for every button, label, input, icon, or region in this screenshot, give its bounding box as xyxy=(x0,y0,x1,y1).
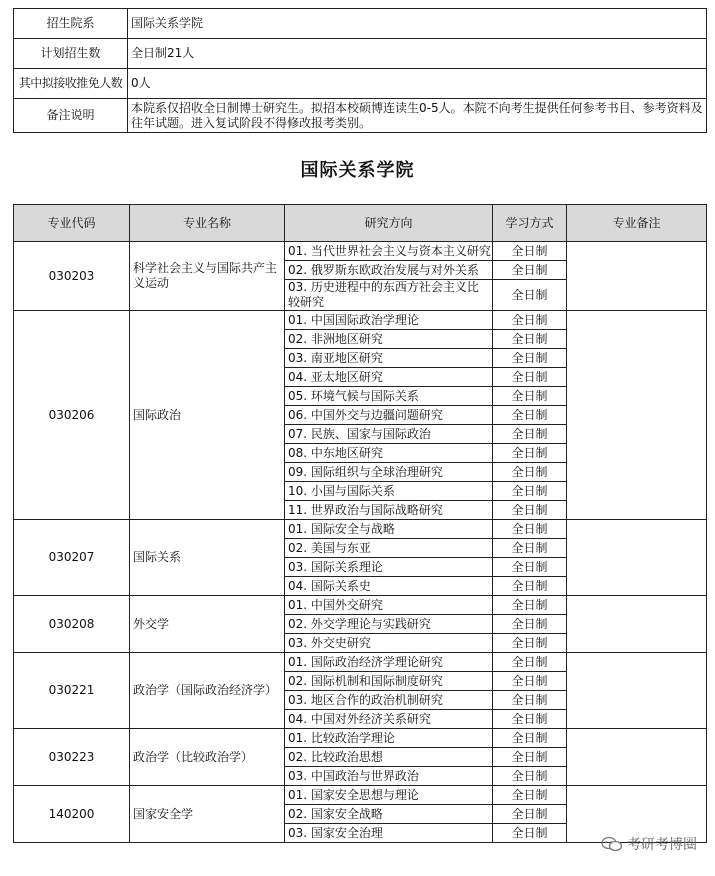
study-mode: 全日制 xyxy=(493,748,567,767)
research-direction: 03. 历史进程中的东西方社会主义比较研究 xyxy=(285,280,493,311)
major-name: 政治学（国际政治经济学） xyxy=(130,653,285,729)
table-row xyxy=(14,653,707,672)
major-name: 科学社会主义与国际共产主义运动 xyxy=(130,242,285,311)
major-name: 外交学 xyxy=(130,596,285,653)
major-code: 140200 xyxy=(14,786,130,843)
research-direction: 04. 国际关系史 xyxy=(285,577,493,596)
info-key: 其中拟接收推免人数 xyxy=(14,69,128,99)
table-row xyxy=(14,520,707,539)
study-mode: 全日制 xyxy=(493,634,567,653)
table-header-row xyxy=(14,205,707,242)
study-mode: 全日制 xyxy=(493,330,567,349)
research-direction: 02. 国家安全战略 xyxy=(285,805,493,824)
research-direction: 01. 中国国际政治学理论 xyxy=(285,311,493,330)
study-mode: 全日制 xyxy=(493,539,567,558)
study-mode: 全日制 xyxy=(493,691,567,710)
wechat-icon xyxy=(601,836,623,852)
major-code: 030221 xyxy=(14,653,130,729)
study-mode: 全日制 xyxy=(493,520,567,539)
study-mode: 全日制 xyxy=(493,767,567,786)
research-direction: 05. 环境气候与国际关系 xyxy=(285,387,493,406)
research-direction: 04. 中国对外经济关系研究 xyxy=(285,710,493,729)
study-mode: 全日制 xyxy=(493,672,567,691)
table-row xyxy=(14,242,707,261)
study-mode: 全日制 xyxy=(493,406,567,425)
info-value: 本院系仅招收全日制博士研究生。拟招本校硕博连读生0-5人。本院不向考生提供任何参考书目、参考资料及往年试题。进入复试阶段不得修改报考类别。 xyxy=(128,99,707,133)
research-direction: 02. 比较政治思想 xyxy=(285,748,493,767)
research-direction: 03. 地区合作的政治机制研究 xyxy=(285,691,493,710)
header-note: 专业备注 xyxy=(567,205,707,242)
info-row xyxy=(14,39,707,69)
study-mode: 全日制 xyxy=(493,501,567,520)
info-table xyxy=(13,8,707,133)
research-direction: 03. 南亚地区研究 xyxy=(285,349,493,368)
research-direction: 02. 美国与东亚 xyxy=(285,539,493,558)
research-direction: 03. 中国政治与世界政治 xyxy=(285,767,493,786)
study-mode: 全日制 xyxy=(493,242,567,261)
info-row xyxy=(14,69,707,99)
research-direction: 02. 国际机制和国际制度研究 xyxy=(285,672,493,691)
watermark-text: 考研考博圈 xyxy=(627,837,697,853)
research-direction: 03. 国际关系理论 xyxy=(285,558,493,577)
study-mode: 全日制 xyxy=(493,444,567,463)
study-mode: 全日制 xyxy=(493,729,567,748)
info-row xyxy=(14,99,707,133)
table-row xyxy=(14,596,707,615)
research-direction: 01. 比较政治学理论 xyxy=(285,729,493,748)
header-code: 专业代码 xyxy=(14,205,130,242)
major-code: 030208 xyxy=(14,596,130,653)
research-direction: 01. 国家安全思想与理论 xyxy=(285,786,493,805)
research-direction: 01. 中国外交研究 xyxy=(285,596,493,615)
research-direction: 01. 当代世界社会主义与资本主义研究 xyxy=(285,242,493,261)
research-direction: 02. 外交学理论与实践研究 xyxy=(285,615,493,634)
major-note xyxy=(567,653,707,729)
study-mode: 全日制 xyxy=(493,311,567,330)
major-name: 国际政治 xyxy=(130,311,285,520)
study-mode: 全日制 xyxy=(493,577,567,596)
info-value: 全日制21人 xyxy=(128,39,707,69)
major-note xyxy=(567,596,707,653)
study-mode: 全日制 xyxy=(493,387,567,406)
watermark xyxy=(601,834,697,854)
study-mode: 全日制 xyxy=(493,805,567,824)
info-key: 计划招生数 xyxy=(14,39,128,69)
major-code: 030206 xyxy=(14,311,130,520)
research-direction: 06. 中国外交与边疆问题研究 xyxy=(285,406,493,425)
study-mode: 全日制 xyxy=(493,425,567,444)
header-direction: 研究方向 xyxy=(285,205,493,242)
info-row xyxy=(14,9,707,39)
study-mode: 全日制 xyxy=(493,824,567,843)
majors-table-body xyxy=(14,242,707,843)
major-name: 国家安全学 xyxy=(130,786,285,843)
study-mode: 全日制 xyxy=(493,349,567,368)
info-key: 招生院系 xyxy=(14,9,128,39)
major-note xyxy=(567,520,707,596)
study-mode: 全日制 xyxy=(493,615,567,634)
info-value: 0人 xyxy=(128,69,707,99)
header-name: 专业名称 xyxy=(130,205,285,242)
table-row xyxy=(14,311,707,330)
info-key: 备注说明 xyxy=(14,99,128,133)
major-code: 030223 xyxy=(14,729,130,786)
research-direction: 01. 国际安全与战略 xyxy=(285,520,493,539)
major-name: 国际关系 xyxy=(130,520,285,596)
major-note xyxy=(567,242,707,311)
major-name: 政治学（比较政治学） xyxy=(130,729,285,786)
header-mode: 学习方式 xyxy=(493,205,567,242)
research-direction: 03. 外交史研究 xyxy=(285,634,493,653)
info-value: 国际关系学院 xyxy=(128,9,707,39)
major-note xyxy=(567,311,707,520)
table-row xyxy=(14,786,707,805)
major-note xyxy=(567,729,707,786)
table-row xyxy=(14,729,707,748)
research-direction: 08. 中东地区研究 xyxy=(285,444,493,463)
study-mode: 全日制 xyxy=(493,786,567,805)
research-direction: 02. 俄罗斯东欧政治发展与对外关系 xyxy=(285,261,493,280)
study-mode: 全日制 xyxy=(493,710,567,729)
study-mode: 全日制 xyxy=(493,653,567,672)
study-mode: 全日制 xyxy=(493,558,567,577)
study-mode: 全日制 xyxy=(493,463,567,482)
research-direction: 03. 国家安全治理 xyxy=(285,824,493,843)
research-direction: 10. 小国与国际关系 xyxy=(285,482,493,501)
study-mode: 全日制 xyxy=(493,596,567,615)
study-mode: 全日制 xyxy=(493,280,567,311)
research-direction: 07. 民族、国家与国际政治 xyxy=(285,425,493,444)
major-code: 030207 xyxy=(14,520,130,596)
research-direction: 01. 国际政治经济学理论研究 xyxy=(285,653,493,672)
research-direction: 02. 非洲地区研究 xyxy=(285,330,493,349)
research-direction: 11. 世界政治与国际战略研究 xyxy=(285,501,493,520)
study-mode: 全日制 xyxy=(493,368,567,387)
major-code: 030203 xyxy=(14,242,130,311)
study-mode: 全日制 xyxy=(493,482,567,501)
majors-table xyxy=(13,204,707,843)
page-title: 国际关系学院 xyxy=(300,160,415,181)
study-mode: 全日制 xyxy=(493,261,567,280)
research-direction: 09. 国际组织与全球治理研究 xyxy=(285,463,493,482)
research-direction: 04. 亚太地区研究 xyxy=(285,368,493,387)
